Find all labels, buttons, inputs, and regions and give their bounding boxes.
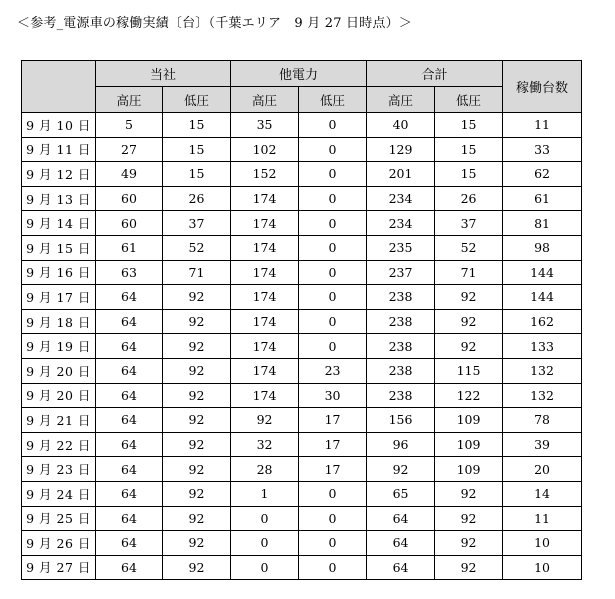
table-row	[22, 309, 582, 334]
own-low-cell: 71	[163, 260, 231, 285]
total-low-cell: 15	[435, 137, 503, 162]
operating-count-cell: 10	[503, 555, 582, 580]
total-low-cell: 15	[435, 113, 503, 138]
own-low-cell: 92	[163, 457, 231, 482]
table-row	[22, 383, 582, 408]
own-low-cell: 92	[163, 358, 231, 383]
table-row	[22, 531, 582, 556]
table-row	[22, 285, 582, 310]
table-row	[22, 481, 582, 506]
total-low-cell: 37	[435, 211, 503, 236]
total-high-cell: 96	[367, 432, 435, 457]
own-high-cell: 60	[96, 211, 163, 236]
other-low-cell: 0	[299, 186, 367, 211]
other-low-cell: 0	[299, 555, 367, 580]
other-low-cell: 0	[299, 113, 367, 138]
table-row	[22, 408, 582, 433]
total-high-cell: 129	[367, 137, 435, 162]
operating-count-cell: 11	[503, 506, 582, 531]
other-high-cell: 152	[231, 162, 299, 187]
power-vehicle-table	[21, 60, 582, 580]
other-low-cell: 0	[299, 506, 367, 531]
operating-count-cell: 33	[503, 137, 582, 162]
date-cell: 9 月 10 日	[22, 113, 96, 138]
other-high-cell: 0	[231, 506, 299, 531]
document-title: ＜参考_電源車の稼働実績〔台〕（千葉エリア 9 月 27 日時点）＞	[17, 16, 413, 31]
operating-count-cell: 132	[503, 383, 582, 408]
own-high-cell: 63	[96, 260, 163, 285]
date-cell: 9 月 26 日	[22, 531, 96, 556]
operating-count-cell: 10	[503, 531, 582, 556]
own-high-cell: 64	[96, 531, 163, 556]
total-low-cell: 92	[435, 309, 503, 334]
total-high-cell: 64	[367, 531, 435, 556]
total-high-cell: 65	[367, 481, 435, 506]
total-low-cell: 92	[435, 506, 503, 531]
own-high-cell: 60	[96, 186, 163, 211]
own-high-cell: 64	[96, 457, 163, 482]
other-high-cell: 174	[231, 309, 299, 334]
total-high-cell: 234	[367, 211, 435, 236]
total-low-cell: 52	[435, 235, 503, 260]
own-high-cell: 64	[96, 383, 163, 408]
other-high-cell: 174	[231, 260, 299, 285]
table-body	[22, 113, 582, 580]
other-low-cell: 0	[299, 137, 367, 162]
other-high-cell: 174	[231, 285, 299, 310]
total-low-cell: 92	[435, 285, 503, 310]
other-high-cell: 174	[231, 211, 299, 236]
operating-count-cell: 39	[503, 432, 582, 457]
own-low-cell: 92	[163, 481, 231, 506]
table-row	[22, 432, 582, 457]
other-low-cell: 0	[299, 211, 367, 236]
own-high-cell: 64	[96, 481, 163, 506]
date-cell: 9 月 16 日	[22, 260, 96, 285]
own-high-cell: 64	[96, 432, 163, 457]
total-low-cell: 115	[435, 358, 503, 383]
other-low-cell: 23	[299, 358, 367, 383]
table-row	[22, 162, 582, 187]
total-high-cell: 156	[367, 408, 435, 433]
date-cell: 9 月 27 日	[22, 555, 96, 580]
total-low-cell: 15	[435, 162, 503, 187]
operating-count-cell: 78	[503, 408, 582, 433]
total-low-cell: 92	[435, 334, 503, 359]
total-high-cell: 234	[367, 186, 435, 211]
total-high-cell: 238	[367, 358, 435, 383]
other-low-cell: 0	[299, 309, 367, 334]
date-cell: 9 月 11 日	[22, 137, 96, 162]
total-high-cell: 92	[367, 457, 435, 482]
total-high-cell: 238	[367, 309, 435, 334]
own-high-cell: 64	[96, 285, 163, 310]
date-cell: 9 月 15 日	[22, 235, 96, 260]
operating-count-cell: 132	[503, 358, 582, 383]
own-high-cell: 5	[96, 113, 163, 138]
other-low-cell: 17	[299, 408, 367, 433]
table-row	[22, 113, 582, 138]
other-low-cell: 0	[299, 285, 367, 310]
other-high-cell: 32	[231, 432, 299, 457]
operating-count-cell: 61	[503, 186, 582, 211]
total-low-cell: 109	[435, 432, 503, 457]
other-high-cell: 92	[231, 408, 299, 433]
table-row	[22, 235, 582, 260]
date-cell: 9 月 17 日	[22, 285, 96, 310]
table-row	[22, 457, 582, 482]
table-row	[22, 334, 582, 359]
header-group-total: 合計	[367, 61, 503, 87]
date-cell: 9 月 18 日	[22, 309, 96, 334]
total-high-cell: 201	[367, 162, 435, 187]
operating-count-cell: 11	[503, 113, 582, 138]
header-date-blank	[22, 61, 96, 113]
own-low-cell: 92	[163, 383, 231, 408]
own-low-cell: 92	[163, 506, 231, 531]
total-high-cell: 237	[367, 260, 435, 285]
date-cell: 9 月 21 日	[22, 408, 96, 433]
header-other-low: 低圧	[299, 87, 367, 113]
other-low-cell: 17	[299, 432, 367, 457]
other-high-cell: 174	[231, 235, 299, 260]
total-low-cell: 71	[435, 260, 503, 285]
table-row	[22, 506, 582, 531]
own-high-cell: 64	[96, 506, 163, 531]
other-low-cell: 0	[299, 162, 367, 187]
own-high-cell: 64	[96, 334, 163, 359]
other-high-cell: 1	[231, 481, 299, 506]
other-high-cell: 174	[231, 358, 299, 383]
own-low-cell: 92	[163, 555, 231, 580]
header-operating-count: 稼働台数	[503, 61, 582, 113]
total-low-cell: 92	[435, 555, 503, 580]
header-total-high: 高圧	[367, 87, 435, 113]
operating-count-cell: 20	[503, 457, 582, 482]
header-total-low: 低圧	[435, 87, 503, 113]
own-high-cell: 64	[96, 358, 163, 383]
own-high-cell: 64	[96, 555, 163, 580]
own-low-cell: 92	[163, 531, 231, 556]
own-low-cell: 37	[163, 211, 231, 236]
total-high-cell: 238	[367, 285, 435, 310]
other-low-cell: 0	[299, 334, 367, 359]
other-low-cell: 0	[299, 481, 367, 506]
table-row	[22, 260, 582, 285]
date-cell: 9 月 24 日	[22, 481, 96, 506]
table-row	[22, 358, 582, 383]
operating-count-cell: 98	[503, 235, 582, 260]
total-high-cell: 238	[367, 334, 435, 359]
header-own-low: 低圧	[163, 87, 231, 113]
header-other-high: 高圧	[231, 87, 299, 113]
own-low-cell: 15	[163, 113, 231, 138]
own-high-cell: 64	[96, 408, 163, 433]
own-low-cell: 15	[163, 137, 231, 162]
other-low-cell: 0	[299, 260, 367, 285]
other-high-cell: 35	[231, 113, 299, 138]
table-row	[22, 186, 582, 211]
header-group-own: 当社	[96, 61, 231, 87]
date-cell: 9 月 23 日	[22, 457, 96, 482]
other-high-cell: 174	[231, 186, 299, 211]
own-low-cell: 15	[163, 162, 231, 187]
total-low-cell: 109	[435, 408, 503, 433]
total-low-cell: 109	[435, 457, 503, 482]
other-high-cell: 28	[231, 457, 299, 482]
other-low-cell: 0	[299, 531, 367, 556]
table-row	[22, 555, 582, 580]
total-high-cell: 235	[367, 235, 435, 260]
table-row	[22, 211, 582, 236]
own-low-cell: 92	[163, 432, 231, 457]
date-cell: 9 月 13 日	[22, 186, 96, 211]
date-cell: 9 月 19 日	[22, 334, 96, 359]
other-high-cell: 174	[231, 383, 299, 408]
other-high-cell: 174	[231, 334, 299, 359]
operating-count-cell: 144	[503, 260, 582, 285]
date-cell: 9 月 20 日	[22, 383, 96, 408]
own-low-cell: 26	[163, 186, 231, 211]
date-cell: 9 月 12 日	[22, 162, 96, 187]
date-cell: 9 月 22 日	[22, 432, 96, 457]
table-row	[22, 137, 582, 162]
other-high-cell: 0	[231, 555, 299, 580]
date-cell: 9 月 25 日	[22, 506, 96, 531]
date-cell: 9 月 20 日	[22, 358, 96, 383]
total-low-cell: 92	[435, 531, 503, 556]
total-high-cell: 64	[367, 506, 435, 531]
operating-count-cell: 81	[503, 211, 582, 236]
operating-count-cell: 62	[503, 162, 582, 187]
operating-count-cell: 144	[503, 285, 582, 310]
own-low-cell: 92	[163, 309, 231, 334]
operating-count-cell: 133	[503, 334, 582, 359]
own-low-cell: 92	[163, 285, 231, 310]
total-high-cell: 238	[367, 383, 435, 408]
total-high-cell: 40	[367, 113, 435, 138]
date-cell: 9 月 14 日	[22, 211, 96, 236]
operating-count-cell: 14	[503, 481, 582, 506]
own-high-cell: 27	[96, 137, 163, 162]
total-low-cell: 26	[435, 186, 503, 211]
other-low-cell: 30	[299, 383, 367, 408]
own-low-cell: 92	[163, 408, 231, 433]
other-low-cell: 0	[299, 235, 367, 260]
total-high-cell: 64	[367, 555, 435, 580]
other-high-cell: 0	[231, 531, 299, 556]
header-own-high: 高圧	[96, 87, 163, 113]
header-group-other: 他電力	[231, 61, 367, 87]
other-low-cell: 17	[299, 457, 367, 482]
total-low-cell: 122	[435, 383, 503, 408]
total-low-cell: 92	[435, 481, 503, 506]
own-low-cell: 52	[163, 235, 231, 260]
own-high-cell: 49	[96, 162, 163, 187]
own-low-cell: 92	[163, 334, 231, 359]
own-high-cell: 61	[96, 235, 163, 260]
other-high-cell: 102	[231, 137, 299, 162]
own-high-cell: 64	[96, 309, 163, 334]
operating-count-cell: 162	[503, 309, 582, 334]
